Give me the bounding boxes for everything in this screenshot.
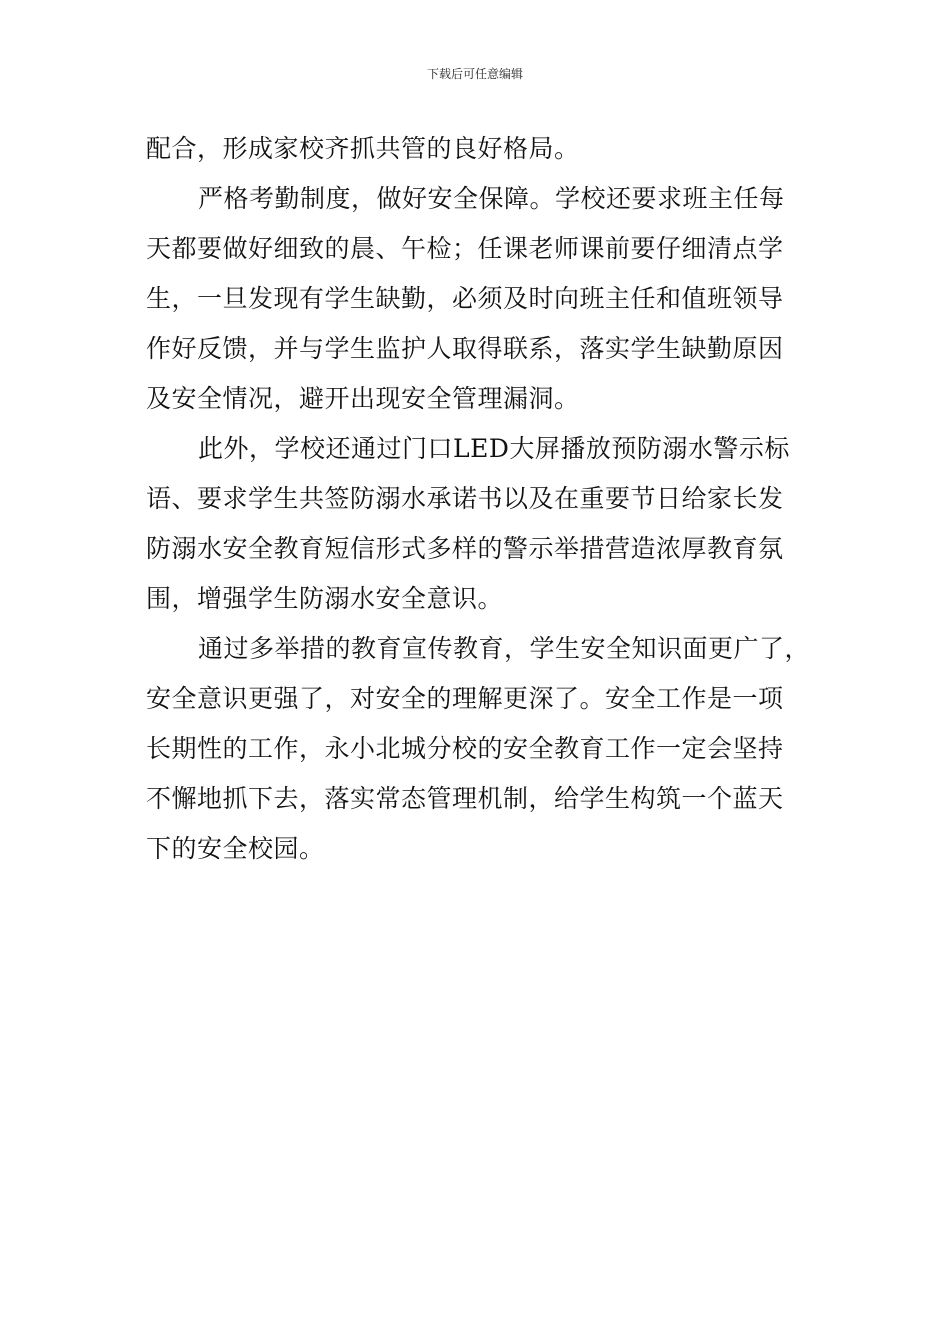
text-line: 生，一旦发现有学生缺勤，必须及时向班主任和值班领导	[146, 284, 784, 313]
text-line: 长期性的工作，永小北城分校的安全教育工作一定会坚持	[146, 734, 784, 763]
page-header: 下载后可任意编辑	[426, 67, 523, 81]
paragraph	[146, 124, 816, 174]
text-line: 天都要做好细致的晨、午检；任课老师课前要仔细清点学	[146, 234, 784, 263]
text-line: 不懈地抓下去，落实常态管理机制，给学生构筑一个蓝天	[146, 784, 784, 813]
paragraph	[146, 424, 816, 624]
text-line: 此外，学校还通过门口LED大屏播放预防溺水警示标	[198, 434, 790, 463]
paragraph	[146, 174, 816, 424]
text-line: 下的安全校园。	[146, 834, 325, 863]
document-body	[146, 124, 816, 874]
text-line: 及安全情况，避开出现安全管理漏洞。	[146, 384, 580, 413]
text-line: 围，增强学生防溺水安全意识。	[146, 584, 504, 613]
text-line: 配合，形成家校齐抓共管的良好格局。	[146, 134, 580, 163]
text-line: 安全意识更强了，对安全的理解更深了。安全工作是一项	[146, 684, 784, 713]
paragraph	[146, 624, 816, 874]
text-line: 严格考勤制度，做好安全保障。学校还要求班主任每	[198, 184, 785, 213]
text-line: 语、要求学生共签防溺水承诺书以及在重要节日给家长发	[146, 484, 784, 513]
text-line: 通过多举措的教育宣传教育，学生安全知识面更广了，	[198, 634, 811, 663]
text-line: 作好反馈，并与学生监护人取得联系，落实学生缺勤原因	[146, 334, 784, 363]
text-line: 防溺水安全教育短信形式多样的警示举措营造浓厚教育氛	[146, 534, 784, 563]
